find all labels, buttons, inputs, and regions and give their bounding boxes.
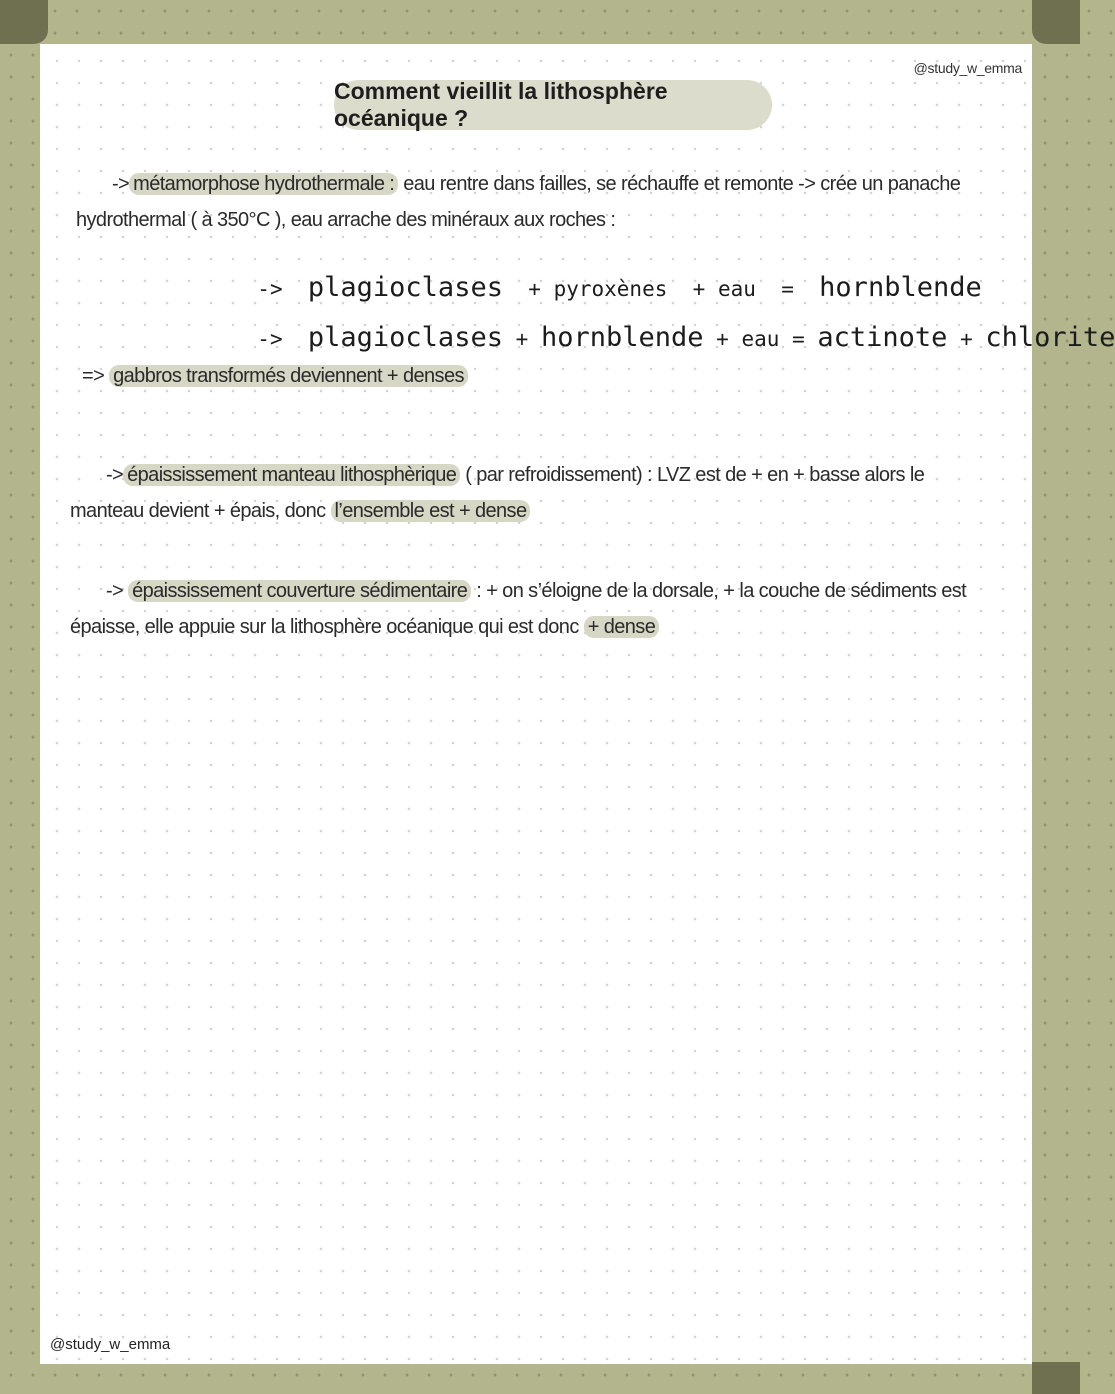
text: eau rentre dans failles, se réchauffe et remonte -> crée un panache [398,173,961,195]
equals: = [792,327,805,351]
frame-corner-top-right [1032,0,1080,44]
page-title-text: Comment vieillit la lithosphère océanique ? [334,78,668,131]
reactant: eau [741,327,780,351]
text: ( par refroidissement) : LVZ est de + en + basse alors le [460,464,925,486]
section-hydrothermal [76,166,976,238]
reaction-arrow: -> [257,327,283,351]
operator: + [528,277,541,301]
operator: + [515,327,529,351]
section-sediment-line2 [70,609,990,645]
highlight-conclusion: + dense [584,616,660,638]
highlight-term: métamorphose hydrothermale : [129,173,398,195]
section-hydrothermal-line1 [76,166,976,202]
highlight-conclusion: l’ensemble est + dense [331,500,531,522]
page-title [334,80,772,130]
section-mantle-line1 [70,457,990,493]
reaction-1 [232,248,982,303]
text: : + on s’éloigne de la dorsale, + la couche de sédiments est [471,580,967,602]
section-mantle [70,457,990,529]
reactant: eau [717,277,756,301]
frame-corner-bottom-right [1032,1362,1080,1394]
product: hornblende [819,272,982,303]
highlight-term: épaississement couverture sédimentaire [128,580,471,602]
reaction-2 [232,298,1115,353]
highlight-conclusion: gabbros transformés deviennent + denses [109,365,468,387]
operator: + [692,277,706,301]
reactant: pyroxènes [553,277,668,301]
conclusion-gabbros [82,358,468,394]
text: épaisse, elle appuie sur la lithosphère océanique qui est donc [70,616,579,638]
text: manteau devient + épais, donc [70,500,326,522]
reactant: plagioclases [307,272,503,303]
operator: + [960,327,973,351]
product: actinote [817,322,948,353]
section-sediment [70,573,990,645]
author-handle-top: @study_w_emma [913,60,1022,76]
reaction-arrow: -> [257,277,283,301]
arrow: -> [112,173,130,195]
section-sediment-line1 [70,573,990,609]
frame-corner-top-left [0,0,48,44]
reactant: hornblende [540,322,704,353]
author-handle-bottom: @study_w_emma [50,1336,171,1353]
arrow: -> [106,580,124,602]
arrow: -> [106,464,124,486]
section-hydrothermal-line2: hydrothermal ( à 350°C ), eau arrache des minéraux aux roches : [76,209,616,231]
product: chlorite [985,322,1115,353]
notebook-page [40,44,1032,1364]
section-mantle-line2 [70,493,990,529]
operator: + [716,327,729,351]
equals: = [781,277,794,301]
reactant: plagioclases [307,322,503,353]
highlight-term: épaississement manteau lithosphèrique [123,464,460,486]
arrow: => [82,365,105,387]
